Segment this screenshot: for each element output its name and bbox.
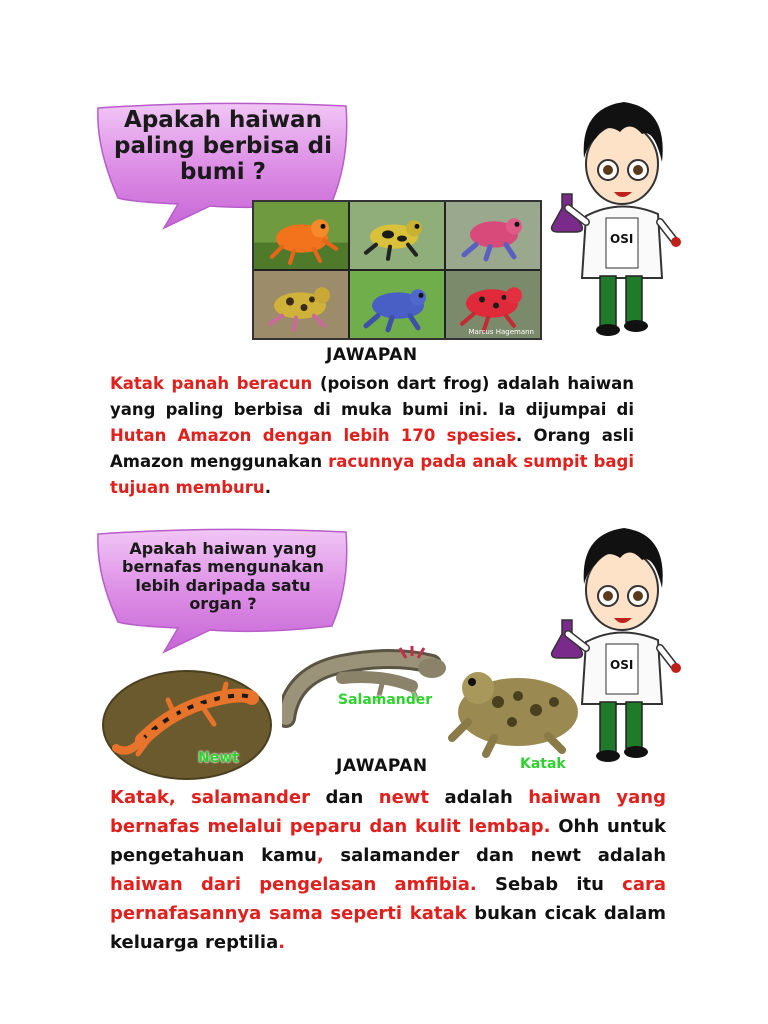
svg-text:OSI: OSI (610, 658, 634, 672)
answer-text-segment: salamander dan newt adalah (323, 845, 667, 866)
answer-text-segment: Katak panah beracun (110, 374, 313, 393)
answer-text-segment: Hutan Amazon dengan lebih 170 spesies (110, 426, 516, 445)
answer-text-segment: haiwan dari pengelasan amfibia. (110, 874, 477, 895)
answer-text-segment: , (316, 845, 324, 866)
answer-heading-2: JAWAPAN (336, 756, 428, 776)
question-line: bernafas mengunakan (121, 557, 324, 577)
question-bubble-2 (92, 524, 354, 654)
answer-text-segment: (poison dart frog) adalah haiwan yang paling berbisa di muka bumi ini. Ia dijumpai di (110, 374, 634, 419)
scientist-cartoon-2 (550, 524, 690, 774)
question-line: bumi ? (179, 158, 267, 185)
pink-blue-frog-photo (446, 202, 540, 269)
answer-text-segment: . (278, 932, 286, 953)
answer-text-segment: Sebab itu (476, 874, 623, 895)
answer-text-segment: . (264, 478, 271, 497)
orange-frog-photo (254, 202, 348, 269)
salamander-photo (282, 644, 454, 744)
answer-text-segment: racunnya pada anak sumpit bagi tujuan memburu (110, 452, 634, 497)
answer-paragraph-1 (110, 371, 634, 501)
question-section-2 (0, 520, 768, 1000)
photo-credit: Marcus Hagemann (468, 328, 534, 336)
answer-text-segment: Katak, salamander (110, 787, 310, 808)
newt-photo (102, 670, 272, 780)
yellow-black-frog-photo (350, 202, 444, 269)
answer-text-segment: haiwan yang bernafas melalui peparu dan kulit lembap. (110, 787, 666, 837)
svg-text:OSI: OSI (610, 232, 634, 246)
answer-text-segment: . Orang asli Amazon menggunakan (110, 426, 634, 471)
salamander-label: Salamander (338, 692, 433, 708)
answer-text-segment: Ohh untuk pengetahuan kamu (110, 816, 667, 866)
question-line: paling berbisa di (114, 132, 332, 159)
question-line: Apakah haiwan yang (129, 539, 317, 558)
poison-frog-photo-grid (252, 200, 542, 340)
answer-text-segment: dan (309, 787, 379, 808)
question-line: organ ? (189, 594, 257, 614)
answer-paragraph-2 (110, 783, 666, 957)
answer-text-segment: bukan cicak dalam keluarga reptilia (110, 903, 666, 953)
question-line: Apakah haiwan (124, 107, 322, 133)
scientist-cartoon-1 (550, 98, 690, 348)
answer-heading-1: JAWAPAN (326, 345, 418, 365)
red-spotted-frog-photo (446, 271, 540, 338)
question-line: lebih daripada satu (135, 575, 311, 595)
answer-text-segment: cara pernafasannya sama seperti katak (110, 874, 667, 924)
newt-label: Newt (198, 750, 239, 766)
blue-frog-photo (350, 271, 444, 338)
katak-label: Katak (520, 756, 566, 772)
spotted-yellow-frog-photo (254, 271, 348, 338)
answer-text-segment: adalah (429, 787, 529, 808)
answer-text-segment: newt (378, 787, 430, 808)
